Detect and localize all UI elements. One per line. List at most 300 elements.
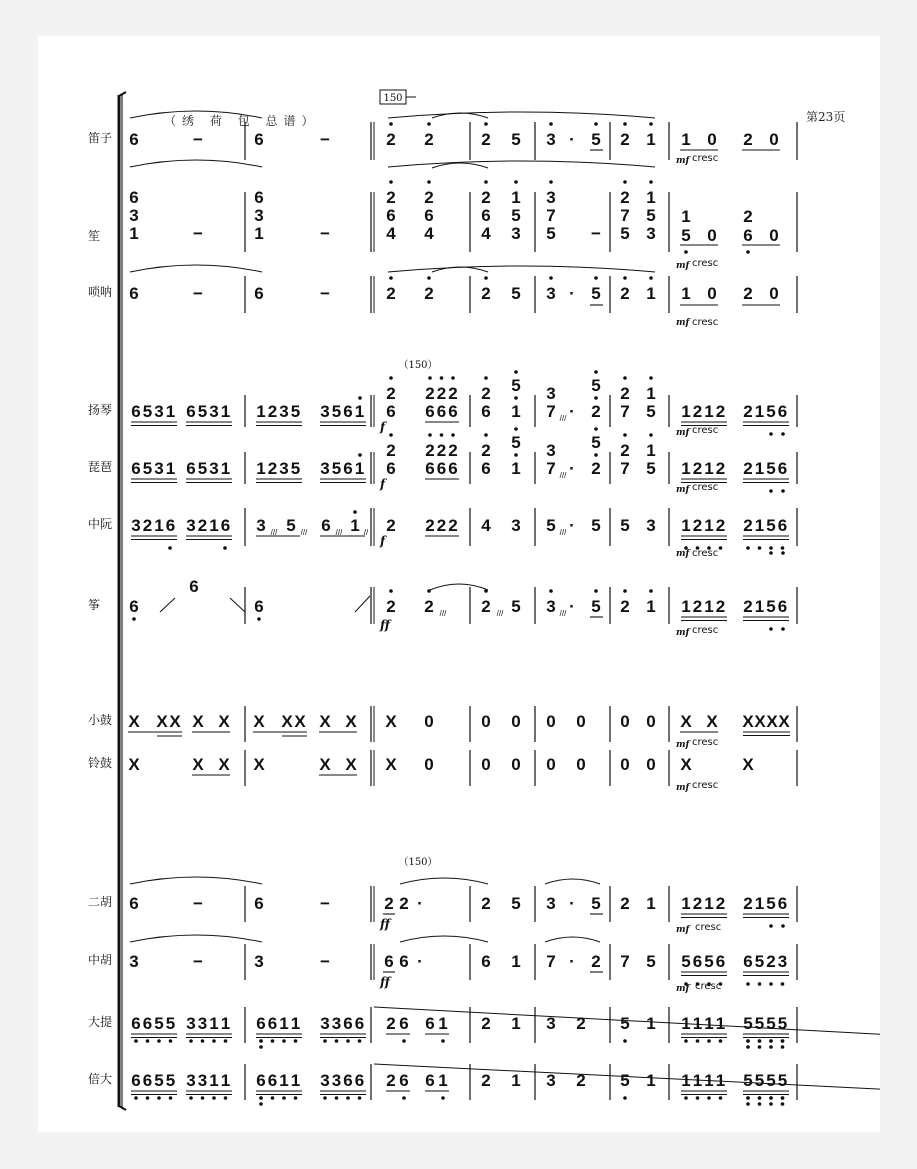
octave-dot	[769, 924, 773, 928]
sixteenth-note: 1	[754, 516, 765, 535]
sixteenth-note: 1	[290, 1071, 301, 1090]
note: 5	[546, 224, 556, 243]
dynamic-mf: mf	[676, 261, 690, 271]
sixteenth-note: 2	[743, 597, 753, 616]
note: 2	[386, 441, 396, 460]
score-page	[38, 36, 880, 1132]
sixteenth-note: 2	[715, 516, 726, 535]
note: 2	[591, 459, 601, 478]
note: 7	[546, 206, 556, 225]
instrument-name-pipa: 琵琶	[88, 460, 113, 474]
sixteenth-note: 6	[448, 459, 458, 478]
sixteenth-note: 6	[131, 459, 141, 478]
sixteenth-note: 5	[766, 402, 776, 421]
octave-dot	[781, 982, 785, 986]
octave-dot	[282, 1039, 286, 1043]
octave-dot	[623, 180, 627, 184]
octave-dot	[514, 370, 518, 374]
note: 2	[481, 384, 491, 403]
sixteenth-note: 2	[692, 894, 703, 913]
sixteenth-note: 6	[343, 1014, 353, 1033]
sixteenth-note: 6	[777, 597, 788, 616]
dash: −	[320, 952, 330, 971]
note: 0	[546, 712, 556, 731]
note: 1	[646, 284, 656, 303]
sixteenth-note: 3	[186, 516, 196, 535]
note: 7	[620, 402, 630, 421]
note: 0	[546, 755, 556, 774]
sixteenth-note: 6	[142, 1071, 153, 1090]
cresc-mark: cresc	[692, 317, 719, 328]
sixteenth-note: 1	[220, 1014, 231, 1033]
octave-dot	[259, 1102, 263, 1106]
note: 0	[481, 755, 491, 774]
sixteenth-note: 2	[766, 952, 776, 971]
sixteenth-note: 6	[425, 1014, 435, 1033]
note: 3	[254, 206, 264, 225]
octave-dot	[514, 427, 518, 431]
sixteenth-note: 1	[165, 402, 176, 421]
sixteenth-note: 1	[754, 894, 765, 913]
tremolo-mark: ///	[496, 609, 504, 618]
sixteenth-note: 3	[209, 402, 219, 421]
note: 2	[620, 188, 630, 207]
tremolo-mark: ///	[559, 609, 567, 618]
octave-dot	[781, 1045, 785, 1049]
note: 6	[424, 206, 434, 225]
octave-dot	[594, 453, 598, 457]
note: 6	[254, 284, 264, 303]
drum-hit: X	[253, 712, 265, 731]
sixteenth-note: 2	[743, 459, 753, 478]
dynamic-mf: mf	[676, 925, 690, 935]
note: 0	[646, 755, 656, 774]
augmentation-dot: ·	[569, 459, 575, 478]
octave-dot	[781, 432, 785, 436]
sixteenth-note: 2	[743, 516, 753, 535]
note: 2	[743, 130, 753, 149]
octave-dot	[484, 376, 488, 380]
octave-dot	[402, 1096, 406, 1100]
sixteenth-note: 6	[436, 459, 447, 478]
dash: −	[320, 894, 330, 913]
octave-dot	[769, 1045, 773, 1049]
note: 0	[576, 712, 586, 731]
note: 2	[481, 894, 491, 913]
note: 5	[591, 433, 601, 452]
note: 5	[511, 376, 521, 395]
octave-dot	[201, 1039, 205, 1043]
note: 0	[511, 712, 521, 731]
dynamic-mf: mf	[676, 549, 690, 559]
dynamic-mf: mf	[676, 428, 690, 438]
sixteenth-note: 1	[438, 1071, 448, 1090]
sixteenth-note: 1	[209, 1071, 219, 1090]
sixteenth-note: 5	[142, 402, 153, 421]
note: 3	[546, 441, 556, 460]
cresc-mark: cresc	[692, 625, 719, 636]
note: 5	[511, 284, 521, 303]
note: 0	[576, 755, 586, 774]
octave-dot	[259, 1096, 263, 1100]
sixteenth-note: 6	[131, 1071, 141, 1090]
drum-hit: X	[742, 712, 754, 731]
octave-dot	[427, 180, 431, 184]
note: 1	[511, 1014, 521, 1033]
slur-dizi-long	[388, 112, 655, 118]
drum-hit: X	[319, 755, 331, 774]
note: 6	[481, 459, 491, 478]
drum-hit: X	[156, 712, 168, 731]
note: 7	[546, 459, 556, 478]
note: 6	[743, 226, 753, 245]
sixteenth-note: 5	[777, 1014, 788, 1033]
augmentation-dot: ·	[569, 597, 575, 616]
augmentation-dot: ·	[569, 516, 575, 535]
octave-dot	[402, 1039, 406, 1043]
sixteenth-note: 5	[766, 516, 776, 535]
note: 5	[591, 284, 601, 303]
dynamic-mf: mf	[676, 628, 690, 638]
sixteenth-note: 2	[692, 597, 703, 616]
note: 0	[769, 130, 779, 149]
note: 1	[254, 224, 264, 243]
sixteenth-note: 2	[448, 516, 458, 535]
note: 2	[481, 130, 491, 149]
tie-zhonghu	[130, 935, 262, 942]
octave-dot	[746, 1039, 750, 1043]
octave-dot	[189, 1096, 193, 1100]
instrument-name-dati: 大提	[88, 1015, 113, 1029]
augmentation-dot: ·	[569, 130, 575, 149]
sixteenth-note: 6	[448, 402, 458, 421]
octave-dot	[201, 1096, 205, 1100]
octave-dot	[451, 376, 455, 380]
note: 3	[129, 206, 139, 225]
octave-dot	[758, 546, 762, 550]
note: 2	[386, 284, 396, 303]
page-number: 第23页	[806, 110, 846, 124]
octave-dot	[169, 1039, 173, 1043]
note: 1	[646, 894, 656, 913]
slur-suona-long	[388, 266, 655, 272]
instrument-name-suona: 唢呐	[88, 285, 113, 299]
note: 2	[399, 894, 409, 913]
octave-dot	[746, 1102, 750, 1106]
drum-hit: X	[128, 755, 140, 774]
note: 3	[546, 188, 556, 207]
augmentation-dot: ·	[569, 402, 575, 421]
note: 5	[646, 402, 656, 421]
cresc-mark: cresc	[692, 482, 719, 493]
octave-dot	[549, 180, 553, 184]
drum-hit: X	[742, 755, 754, 774]
note: 5	[511, 130, 521, 149]
drum-hit: X	[385, 712, 397, 731]
note: 1	[511, 952, 521, 971]
note: 5	[286, 516, 296, 535]
octave-dot	[769, 432, 773, 436]
sixteenth-note: 3	[777, 952, 788, 971]
octave-dot	[758, 982, 762, 986]
dynamic-mf: mf	[676, 156, 690, 166]
tremolo-mark: ///	[270, 528, 278, 537]
sixteenth-note: 1	[256, 402, 266, 421]
sixteenth-note: 1	[754, 597, 765, 616]
octave-dot	[146, 1039, 150, 1043]
note: 2	[481, 188, 491, 207]
note: 3	[646, 516, 656, 535]
octave-dot	[696, 1096, 700, 1100]
rehearsal-number-strings: （150）	[398, 360, 438, 371]
octave-dot	[146, 1096, 150, 1100]
sixteenth-note: 6	[692, 952, 703, 971]
tie-sheng	[130, 160, 262, 167]
note: 3	[546, 284, 556, 303]
octave-dot	[441, 1039, 445, 1043]
dash: −	[193, 224, 203, 243]
octave-dot	[746, 250, 750, 254]
octave-dot	[428, 376, 432, 380]
augmentation-dot: ·	[569, 952, 575, 971]
sixteenth-note: 5	[154, 1014, 164, 1033]
cresc-mark: cresc	[695, 922, 722, 933]
note: 0	[707, 226, 717, 245]
note: 0	[620, 755, 630, 774]
note: 6	[386, 459, 396, 478]
drum-hit: X	[294, 712, 306, 731]
sixteenth-note: 2	[436, 516, 447, 535]
augmentation-dot: ·	[569, 284, 575, 303]
note: 2	[620, 894, 630, 913]
sixteenth-note: 2	[715, 894, 726, 913]
note: 0	[481, 712, 491, 731]
rehearsal-number: 150	[383, 93, 403, 104]
sixteenth-note: 2	[267, 402, 278, 421]
octave-dot	[781, 1102, 785, 1106]
sixteenth-note: 5	[681, 952, 691, 971]
sixteenth-note: 2	[715, 597, 726, 616]
dash: −	[591, 224, 601, 243]
note: 2	[424, 130, 434, 149]
octave-dot	[323, 1039, 327, 1043]
note: 4	[481, 516, 491, 535]
drum-hit: X	[192, 712, 204, 731]
note: 0	[511, 755, 521, 774]
note: 3	[129, 952, 139, 971]
sixteenth-note: 3	[320, 1014, 330, 1033]
note: 6	[481, 206, 491, 225]
instrument-name-sheng: 笙	[88, 229, 101, 243]
sixteenth-note: 6	[220, 516, 231, 535]
instrument-name-dizi: 笛子	[88, 131, 113, 145]
note: 7	[620, 206, 630, 225]
note: 2	[620, 284, 630, 303]
sixteenth-note: 1	[681, 1014, 691, 1033]
note: 1	[129, 224, 139, 243]
note: 1	[681, 207, 691, 226]
octave-dot	[134, 1039, 138, 1043]
octave-dot	[427, 276, 431, 280]
sixteenth-note: 2	[386, 1071, 396, 1090]
note: 5	[591, 130, 601, 149]
note: 5	[591, 376, 601, 395]
sixteenth-note: 1	[704, 516, 714, 535]
octave-dot	[212, 1096, 216, 1100]
note: 5	[681, 226, 691, 245]
octave-dot	[358, 1039, 362, 1043]
sixteenth-note: 6	[399, 1014, 409, 1033]
note: 5	[646, 206, 656, 225]
sixteenth-note: 1	[681, 516, 691, 535]
octave-dot	[157, 1096, 161, 1100]
octave-dot	[769, 546, 773, 550]
sixteenth-note: 2	[425, 384, 435, 403]
cresc-mark: cresc	[695, 981, 722, 992]
sixteenth-note: 5	[142, 459, 153, 478]
note: 6	[254, 894, 264, 913]
sixteenth-note: 3	[154, 459, 164, 478]
note: 3	[546, 384, 556, 403]
sixteenth-note: 6	[256, 1014, 266, 1033]
sixteenth-note: 1	[715, 1071, 726, 1090]
octave-dot	[758, 1102, 762, 1106]
octave-dot	[514, 453, 518, 457]
sixteenth-note: 5	[766, 597, 776, 616]
octave-dot	[781, 546, 785, 550]
octave-dot	[294, 1039, 298, 1043]
sixteenth-note: 2	[197, 516, 208, 535]
sixteenth-note: 3	[186, 1071, 196, 1090]
note: 1	[681, 284, 691, 303]
note: 7	[620, 952, 630, 971]
octave-dot	[549, 589, 553, 593]
drum-hit: X	[345, 755, 357, 774]
score-title: （绣 荷 包 总谱）	[164, 114, 320, 128]
sixteenth-note: 2	[448, 384, 458, 403]
tie-erhu	[400, 878, 488, 884]
sixteenth-note: 1	[290, 1014, 301, 1033]
cresc-mark: cresc	[692, 548, 719, 559]
tie-erhu	[130, 877, 262, 884]
note: 0	[620, 712, 630, 731]
note: 2	[481, 1071, 491, 1090]
sixteenth-note: 1	[754, 459, 765, 478]
tie-zhonghu	[545, 937, 600, 942]
cresc-mark: cresc	[692, 153, 719, 164]
note: 6	[129, 597, 139, 616]
drum-hit: X	[128, 712, 140, 731]
note: 5	[620, 224, 630, 243]
octave-dot	[223, 546, 227, 550]
dynamic-mf: mf	[676, 485, 690, 495]
sixteenth-note: 1	[704, 1071, 714, 1090]
note: 2	[386, 188, 396, 207]
octave-dot	[271, 1096, 275, 1100]
cresc-mark: cresc	[692, 425, 719, 436]
sixteenth-note: 6	[165, 516, 176, 535]
note: 3	[511, 224, 521, 243]
instrument-name-zhonghu: 中胡	[88, 953, 113, 967]
octave-dot	[224, 1039, 228, 1043]
instrument-name-zheng: 筝	[88, 598, 101, 612]
note: 1	[646, 1014, 656, 1033]
octave-dot	[781, 924, 785, 928]
note: 5	[511, 894, 521, 913]
sixteenth-note: 3	[186, 1014, 196, 1033]
sixteenth-note: 1	[279, 1014, 289, 1033]
sixteenth-note: 5	[754, 952, 765, 971]
tie-suona	[130, 265, 262, 272]
octave-dot	[594, 370, 598, 374]
tremolo-mark: ///	[335, 528, 343, 537]
tremolo-mark: ///	[439, 609, 447, 618]
octave-dot	[781, 1096, 785, 1100]
note: 6	[129, 188, 139, 207]
octave-dot	[769, 489, 773, 493]
note: 5	[546, 516, 556, 535]
slur-sheng	[432, 163, 488, 168]
sixteenth-note: 1	[165, 459, 176, 478]
note: 3	[546, 894, 556, 913]
cresc-mark: cresc	[692, 737, 719, 748]
sixteenth-note: 5	[704, 952, 714, 971]
sixteenth-note: 5	[754, 1014, 765, 1033]
note: 1	[511, 402, 521, 421]
dash: −	[320, 130, 330, 149]
drum-hit: X	[345, 712, 357, 731]
octave-dot	[484, 122, 488, 126]
sixteenth-note: 5	[743, 1071, 753, 1090]
octave-dot	[484, 589, 488, 593]
note: 1	[646, 188, 656, 207]
tremolo-mark: ///	[300, 528, 308, 537]
sixteenth-note: 6	[343, 459, 353, 478]
octave-dot	[594, 427, 598, 431]
note: 0	[769, 226, 779, 245]
sixteenth-note: 6	[777, 516, 788, 535]
octave-dot	[427, 122, 431, 126]
note: 2	[481, 1014, 491, 1033]
octave-dot	[358, 453, 362, 457]
octave-dot	[684, 1039, 688, 1043]
sixteenth-note: 6	[354, 1014, 365, 1033]
octave-dot	[451, 433, 455, 437]
octave-dot	[484, 276, 488, 280]
note: 7	[546, 402, 556, 421]
note: 2	[386, 597, 396, 616]
octave-dot	[353, 510, 357, 514]
octave-dot	[623, 1096, 627, 1100]
note: 6	[254, 597, 264, 616]
sixteenth-note: 1	[256, 459, 266, 478]
sixteenth-note: 3	[320, 402, 330, 421]
sixteenth-note: 5	[331, 459, 342, 478]
octave-dot	[623, 122, 627, 126]
dash: −	[193, 284, 203, 303]
note: 3	[546, 597, 556, 616]
sixteenth-note: 2	[692, 402, 703, 421]
octave-dot	[781, 551, 785, 555]
note: 3	[254, 952, 264, 971]
drum-hit: X	[169, 712, 181, 731]
octave-dot	[549, 276, 553, 280]
note: 3	[546, 1071, 556, 1090]
octave-dot	[781, 627, 785, 631]
octave-dot	[335, 1096, 339, 1100]
octave-dot	[781, 1039, 785, 1043]
note: 2	[424, 188, 434, 207]
